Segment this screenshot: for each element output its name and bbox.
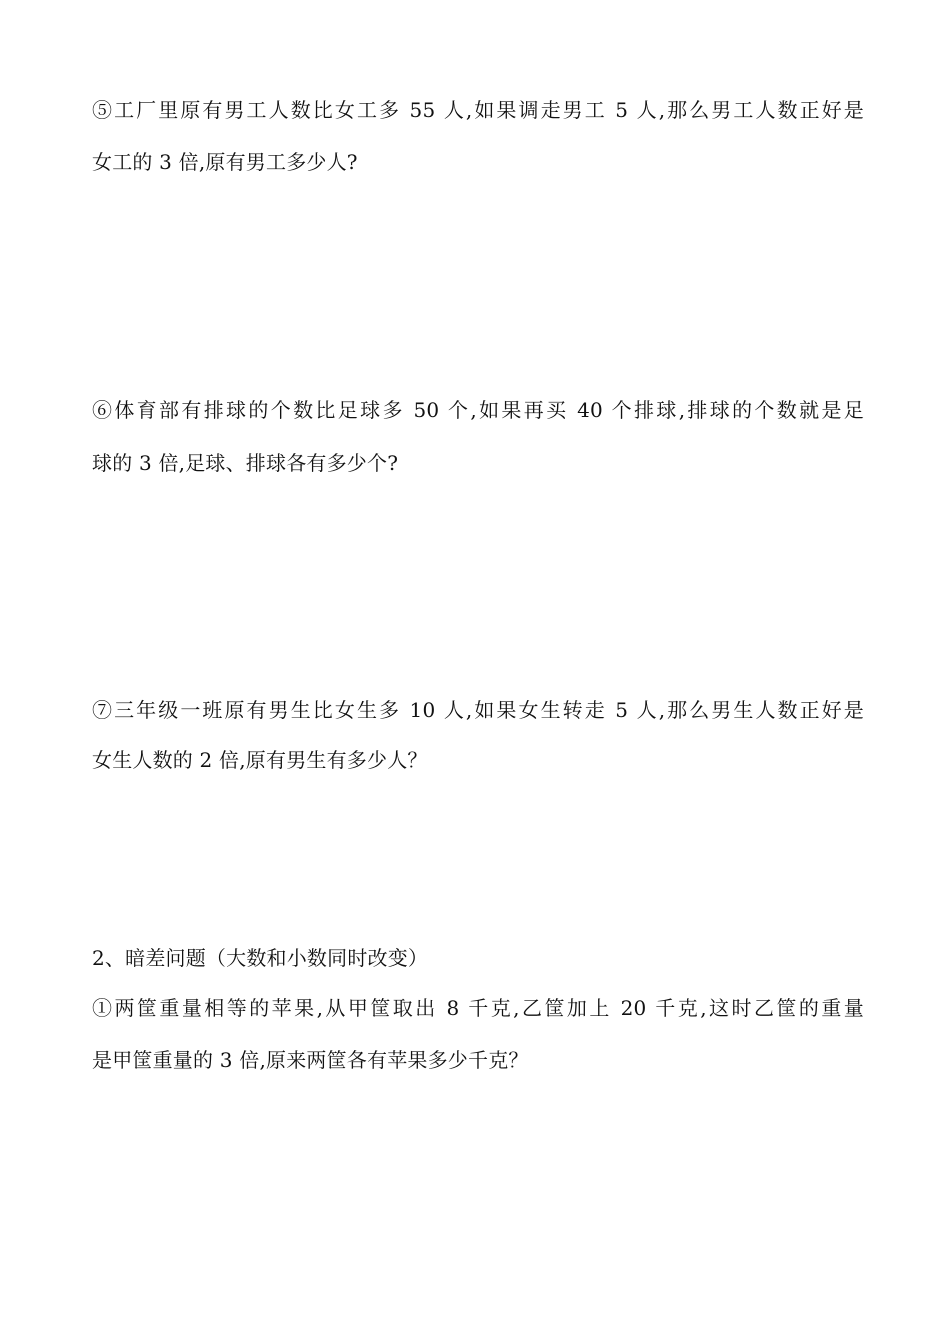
problem-text-line: 女生人数的 2 倍,原有男生有多少人？ <box>92 748 428 772</box>
problem-text-line: ①两筐重量相等的苹果,从甲筐取出 8 千克,乙筐加上 20 千克,这时乙筐的重量 <box>92 996 864 1020</box>
problem-text-line: 球的 3 倍,足球、排球各有多少个? <box>92 451 399 475</box>
section-heading: 2、暗差问题（大数和小数同时改变） <box>92 946 429 970</box>
problem-text-line: ⑥体育部有排球的个数比足球多 50 个,如果再买 40 个排球,排球的个数就是足 <box>92 398 864 422</box>
problem-text-line: 是甲筐重量的 3 倍,原来两筐各有苹果多少千克？ <box>92 1048 529 1072</box>
problem-text-line: 女工的 3 倍,原有男工多少人? <box>92 150 358 174</box>
problem-text-line: ⑤工厂里原有男工人数比女工多 55 人,如果调走男工 5 人,那么男工人数正好是 <box>92 98 864 122</box>
problem-text-line: ⑦三年级一班原有男生比女生多 10 人,如果女生转走 5 人,那么男生人数正好是 <box>92 698 864 722</box>
